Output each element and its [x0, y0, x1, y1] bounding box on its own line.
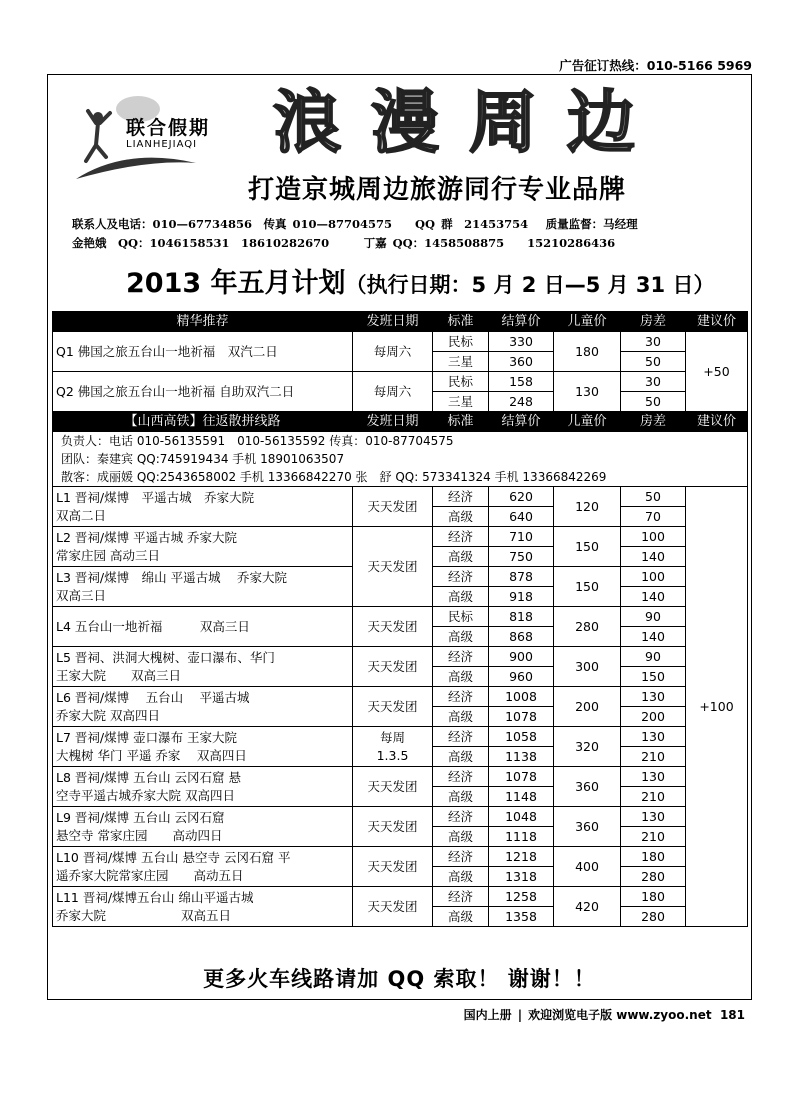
child-price: 300	[554, 647, 621, 687]
route-name-line: L8 晋祠/煤博 五台山 云冈石窟 悬	[56, 769, 242, 785]
column-header: 标准	[433, 412, 489, 432]
featured-row	[53, 332, 748, 352]
column-header: 标准	[433, 312, 489, 332]
standard: 高级	[433, 827, 489, 847]
standard: 民标	[433, 607, 489, 627]
route-row	[53, 887, 748, 907]
route-name-line: 双高三日	[56, 587, 107, 603]
standard: 高级	[433, 787, 489, 807]
route-name	[53, 527, 353, 567]
date-line: 每周	[379, 729, 405, 745]
child-price: 180	[554, 332, 621, 372]
child-price: 150	[554, 527, 621, 567]
room-diff: 130	[621, 727, 686, 747]
departure-date	[353, 807, 433, 847]
date-line: 天天发团	[367, 698, 418, 714]
room-diff: 130	[621, 767, 686, 787]
settle-price: 1358	[489, 907, 554, 927]
brand-logo	[66, 87, 236, 187]
standard: 经济	[433, 847, 489, 867]
logo-en-text: LIANHEJIAQI	[126, 139, 198, 150]
child-price: 360	[554, 767, 621, 807]
date-line: 天天发团	[367, 898, 418, 914]
child-price: 200	[554, 687, 621, 727]
column-header: 儿童价	[554, 312, 621, 332]
room-diff: 30	[621, 372, 686, 392]
route-name-line: L7 晋祠/煤博 壶口瀑布 王家大院	[56, 729, 238, 745]
settle-price: 1218	[489, 847, 554, 867]
standard: 三星	[433, 352, 489, 372]
settle-price: 750	[489, 547, 554, 567]
departure-date	[353, 687, 433, 727]
departure-date	[353, 607, 433, 647]
room-diff: 140	[621, 627, 686, 647]
child-price: 120	[554, 487, 621, 527]
logo-cn-text: 联合假期	[126, 117, 211, 139]
departure-date	[353, 767, 433, 807]
departure-date	[353, 647, 433, 687]
route-row	[53, 807, 748, 827]
child-price: 420	[554, 887, 621, 927]
route-name-line: 空寺平遥古城乔家大院 双高四日	[56, 787, 235, 803]
route-name	[53, 727, 353, 767]
child-price: 150	[554, 567, 621, 607]
standard: 高级	[433, 587, 489, 607]
standard: 民标	[433, 372, 489, 392]
room-diff: 100	[621, 567, 686, 587]
route-row	[53, 527, 748, 547]
featured-row	[53, 372, 748, 392]
route-name-line: L11 晋祠/煤博五台山 绵山平遥古城	[56, 889, 254, 905]
column-header: 建议价	[686, 412, 748, 432]
standard: 经济	[433, 807, 489, 827]
room-diff: 100	[621, 527, 686, 547]
route-row	[53, 847, 748, 867]
departure-date: 天天发团	[353, 487, 433, 527]
standard: 高级	[433, 627, 489, 647]
settle-price: 248	[489, 392, 554, 412]
footer-note: 更多火车线路请加 QQ 索取！ 谢谢！！	[203, 967, 596, 991]
room-diff: 280	[621, 907, 686, 927]
standard: 高级	[433, 547, 489, 567]
standard: 高级	[433, 867, 489, 887]
settle-price: 360	[489, 352, 554, 372]
standard: 三星	[433, 392, 489, 412]
child-price: 130	[554, 372, 621, 412]
settle-price: 878	[489, 567, 554, 587]
route-name	[53, 807, 353, 847]
route-name-line: 王家大院 双高三日	[56, 667, 182, 683]
departure-date	[353, 727, 433, 767]
route-name-line: L10 晋祠/煤博 五台山 悬空寺 云冈石窟 平	[56, 849, 291, 865]
slogan: 打造京城周边旅游同行专业品牌	[248, 175, 627, 205]
route-name-line: L2 晋祠/煤博 平遥古城 乔家大院	[56, 529, 238, 545]
standard: 高级	[433, 707, 489, 727]
column-header: 发班日期	[353, 412, 433, 432]
settle-price: 1048	[489, 807, 554, 827]
price-table	[52, 311, 748, 927]
room-diff: 140	[621, 587, 686, 607]
suggest-price: +100	[686, 487, 748, 927]
contact-info-line: 团队：秦建宾 QQ:745919434 手机 18901063507	[61, 452, 345, 466]
column-header: 房差	[621, 412, 686, 432]
room-diff: 30	[621, 332, 686, 352]
suggest-price: +50	[686, 332, 748, 412]
contact-line-2: 金艳娥 QQ：1046158531 18610282670 丁嘉 QQ：1458508875 15210286436	[72, 236, 616, 250]
route-row	[53, 647, 748, 667]
settle-price: 1078	[489, 767, 554, 787]
settle-price: 1258	[489, 887, 554, 907]
date-line: 天天发团	[367, 778, 418, 794]
footer-site: 欢迎浏览电子版 www.zyoo.net	[528, 1008, 712, 1022]
plan-title-main: 2013 年五月计划	[126, 268, 346, 299]
route-name	[53, 767, 353, 807]
standard: 民标	[433, 332, 489, 352]
settle-price: 1008	[489, 687, 554, 707]
route-name-line: 双高二日	[56, 507, 107, 523]
route-name-line: 常家庄园 高动三日	[56, 547, 160, 563]
contact-info-line: 散客：成丽媛 QQ:2543658002 手机 13366842270 张 舒 QQ: 573341324 手机 13366842269	[61, 470, 607, 484]
room-diff: 50	[621, 352, 686, 372]
plan-title-sub: （执行日期：5 月 2 日—5 月 31 日）	[345, 273, 715, 297]
departure-date	[353, 847, 433, 887]
route-name-line: L9 晋祠/煤博 五台山 云冈石窟	[56, 809, 225, 825]
room-diff: 90	[621, 607, 686, 627]
table-header-row	[53, 312, 748, 332]
departure-date	[353, 887, 433, 927]
route-name-line: L4 五台山一地祈福 双高三日	[56, 618, 250, 634]
departure-date: 每周六	[353, 372, 433, 412]
room-diff: 210	[621, 747, 686, 767]
settle-price: 818	[489, 607, 554, 627]
standard: 经济	[433, 887, 489, 907]
settle-price: 330	[489, 332, 554, 352]
standard: 经济	[433, 687, 489, 707]
route-name-line: 乔家大院 双高四日	[56, 707, 160, 723]
flyer-frame	[47, 74, 752, 1000]
standard: 经济	[433, 527, 489, 547]
column-header: 发班日期	[353, 312, 433, 332]
contact-line-1: 联系人及电话：010—67734856 传真 010—87704575 QQ 群 21453754 质量监督：马经理	[72, 217, 638, 231]
child-price: 280	[554, 607, 621, 647]
route-name: Q2 佛国之旅五台山一地祈福 自助双汽二日	[53, 372, 353, 412]
route-name: Q1 佛国之旅五台山一地祈福 双汽二日	[53, 332, 353, 372]
route-name-line: L5 晋祠、洪洞大槐树、壶口瀑布、华门	[56, 649, 275, 665]
room-diff: 150	[621, 667, 686, 687]
settle-price: 710	[489, 527, 554, 547]
room-diff: 130	[621, 687, 686, 707]
route-row	[53, 487, 748, 507]
route-name-line: 大槐树 华门 平遥 乔家 双高四日	[56, 747, 247, 763]
settle-price: 868	[489, 627, 554, 647]
child-price: 400	[554, 847, 621, 887]
ad-hotline: 广告征订热线：010-5166 5969	[559, 58, 752, 73]
table-header-row	[53, 412, 748, 432]
column-header: 儿童价	[554, 412, 621, 432]
info-row	[53, 432, 748, 487]
settle-price: 900	[489, 647, 554, 667]
route-name-line: L6 晋祠/煤博 五台山 平遥古城	[56, 689, 250, 705]
footer-section: 国内上册	[463, 1008, 512, 1022]
route-name-line: 遥乔家大院常家庄园 高动五日	[56, 867, 244, 883]
standard: 经济	[433, 487, 489, 507]
column-header: 【山西高铁】往返散拼线路	[53, 412, 353, 432]
date-line: 天天发团	[367, 658, 418, 674]
route-row	[53, 687, 748, 707]
standard: 经济	[433, 727, 489, 747]
room-diff: 140	[621, 547, 686, 567]
child-price: 360	[554, 807, 621, 847]
route-name-line: 悬空寺 常家庄园 高动四日	[56, 827, 223, 843]
date-line: 1.3.5	[376, 747, 409, 763]
route-name-line: 乔家大院 双高五日	[56, 907, 232, 923]
standard: 高级	[433, 507, 489, 527]
room-diff: 180	[621, 887, 686, 907]
settle-price: 620	[489, 487, 554, 507]
route-name	[53, 567, 353, 607]
contact-info-line: 负责人：电话 010-56135591 010-56135592 传真：010-87704575	[61, 434, 454, 448]
room-diff: 90	[621, 647, 686, 667]
column-header: 结算价	[489, 312, 554, 332]
standard: 高级	[433, 907, 489, 927]
route-name-line: L1 晋祠/煤博 平遥古城 乔家大院	[56, 489, 255, 505]
room-diff: 180	[621, 847, 686, 867]
route-name	[53, 887, 353, 927]
room-diff: 50	[621, 392, 686, 412]
settle-price: 1318	[489, 867, 554, 887]
date-line: 天天发团	[367, 618, 418, 634]
departure-date: 天天发团	[353, 527, 433, 607]
settle-price: 1078	[489, 707, 554, 727]
route-name	[53, 607, 353, 647]
column-header: 结算价	[489, 412, 554, 432]
route-name-line: L3 晋祠/煤博 绵山 平遥古城 乔家大院	[56, 569, 288, 585]
standard: 经济	[433, 647, 489, 667]
standard: 高级	[433, 667, 489, 687]
settle-price: 1058	[489, 727, 554, 747]
route-name	[53, 847, 353, 887]
departure-date: 每周六	[353, 332, 433, 372]
room-diff: 210	[621, 827, 686, 847]
column-header: 精华推荐	[53, 312, 353, 332]
room-diff: 130	[621, 807, 686, 827]
room-diff: 210	[621, 787, 686, 807]
settle-price: 1118	[489, 827, 554, 847]
standard: 高级	[433, 747, 489, 767]
route-row	[53, 767, 748, 787]
settle-price: 640	[489, 507, 554, 527]
route-name	[53, 647, 353, 687]
settle-price: 960	[489, 667, 554, 687]
child-price: 320	[554, 727, 621, 767]
date-line: 天天发团	[367, 818, 418, 834]
settle-price: 1138	[489, 747, 554, 767]
date-line: 天天发团	[367, 858, 418, 874]
column-header: 房差	[621, 312, 686, 332]
route-name	[53, 687, 353, 727]
settle-price: 1148	[489, 787, 554, 807]
room-diff: 70	[621, 507, 686, 527]
page-footer: 国内上册 | 欢迎浏览电子版 www.zyoo.net 181	[463, 1008, 745, 1022]
plan-title	[126, 261, 714, 300]
route-row	[53, 727, 748, 747]
page-number: 181	[719, 1008, 745, 1022]
contact-info	[53, 432, 748, 487]
room-diff: 280	[621, 867, 686, 887]
route-row	[53, 607, 748, 627]
column-header: 建议价	[686, 312, 748, 332]
standard: 经济	[433, 767, 489, 787]
room-diff: 50	[621, 487, 686, 507]
route-name	[53, 487, 353, 527]
room-diff: 200	[621, 707, 686, 727]
main-title: 浪漫周边	[273, 83, 666, 163]
standard: 经济	[433, 567, 489, 587]
settle-price: 158	[489, 372, 554, 392]
settle-price: 918	[489, 587, 554, 607]
